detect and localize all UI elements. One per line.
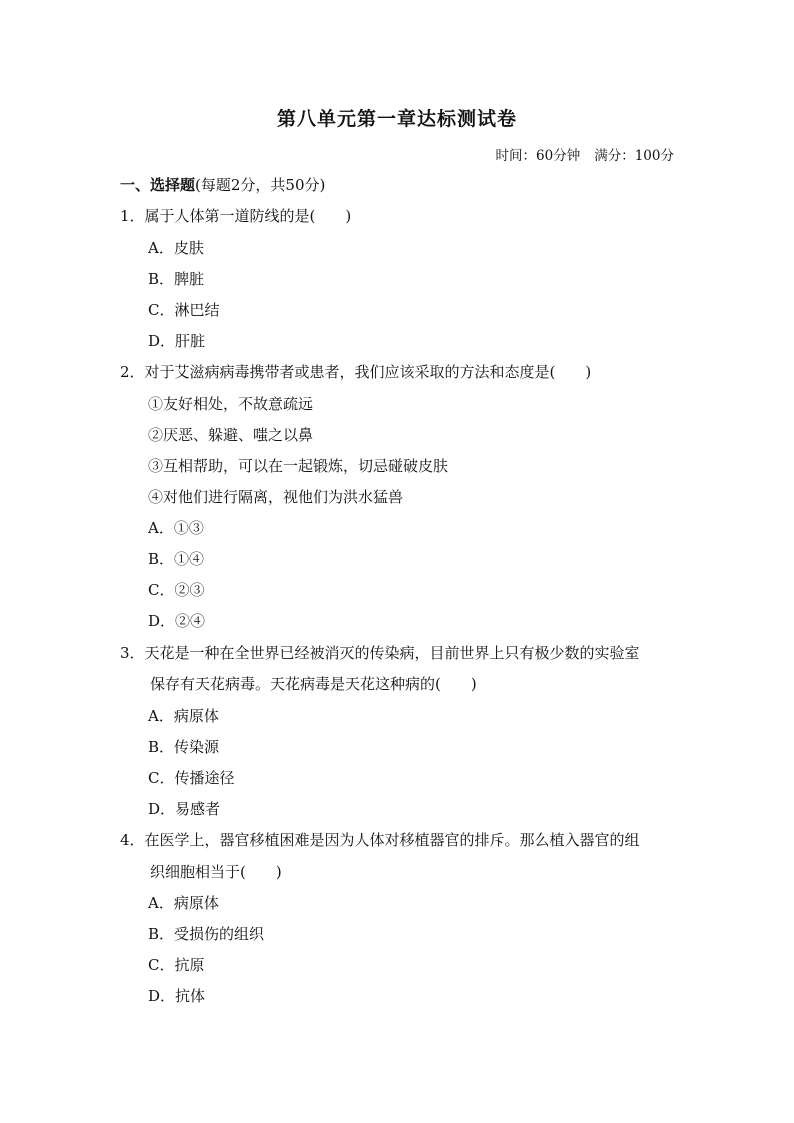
q4-option-b: B．受损伤的组织 <box>148 925 265 943</box>
section-heading <box>120 174 325 195</box>
question-number: 1． <box>120 207 145 225</box>
q2-statement-4: ④对他们进行隔离，视他们为洪水猛兽 <box>148 488 404 506</box>
time-limit: 时间：60分钟 <box>495 148 581 164</box>
q2-option-b: B．①④ <box>148 550 205 568</box>
q3-option-a: A．病原体 <box>148 707 219 725</box>
question-number: 3． <box>120 644 145 662</box>
question-text: 在医学上，器官移植困难是因为人体对移植器官的排斥。那么植入器官的组 <box>144 831 640 849</box>
q4-option-d: D．抗体 <box>148 987 206 1005</box>
question-text: 属于人体第一道防线的是( ) <box>144 207 352 225</box>
question-3-stem <box>120 643 640 663</box>
q3-option-b: B．传染源 <box>148 738 220 756</box>
question-number: 4． <box>120 831 145 849</box>
q2-statement-2: ②厌恶、躲避、嗤之以鼻 <box>148 426 314 444</box>
full-score: 满分：100分 <box>594 148 674 164</box>
q2-statement-3: ③互相帮助，可以在一起锻炼，切忌碰破皮肤 <box>148 457 449 475</box>
exam-meta <box>496 144 674 164</box>
q2-statement-1: ①友好相处，不故意疏远 <box>148 395 314 413</box>
page-title: 第八单元第一章达标测试卷 <box>276 108 517 130</box>
question-text: 对于艾滋病病毒携带者或患者，我们应该采取的方法和态度是( ) <box>144 363 592 381</box>
question-3-stem-cont: 保存有天花病毒。天花病毒是天花这种病的( ) <box>150 675 477 693</box>
q1-option-d: D．肝脏 <box>148 332 206 350</box>
q2-option-c: C．②③ <box>148 581 205 599</box>
section-title: 一、选择题 <box>120 176 196 194</box>
question-1-stem <box>120 206 351 226</box>
q2-option-d: D．②④ <box>148 612 206 630</box>
question-number: 2． <box>120 363 145 381</box>
q1-option-c: C．淋巴结 <box>148 301 220 319</box>
question-text: 天花是一种在全世界已经被消灭的传染病，目前世界上只有极少数的实验室 <box>144 644 640 662</box>
section-note: (每题2分，共50分) <box>195 176 326 194</box>
q4-option-c: C．抗原 <box>148 956 205 974</box>
q3-option-c: C．传播途径 <box>148 769 235 787</box>
question-2-stem <box>120 362 591 382</box>
question-4-stem <box>120 830 640 850</box>
q4-option-a: A．病原体 <box>148 894 219 912</box>
q3-option-d: D．易感者 <box>148 800 221 818</box>
question-4-stem-cont: 织细胞相当于( ) <box>150 863 282 881</box>
q2-option-a: A．①③ <box>148 519 204 537</box>
q1-option-a: A．皮肤 <box>148 239 204 257</box>
q1-option-b: B．脾脏 <box>148 270 205 288</box>
